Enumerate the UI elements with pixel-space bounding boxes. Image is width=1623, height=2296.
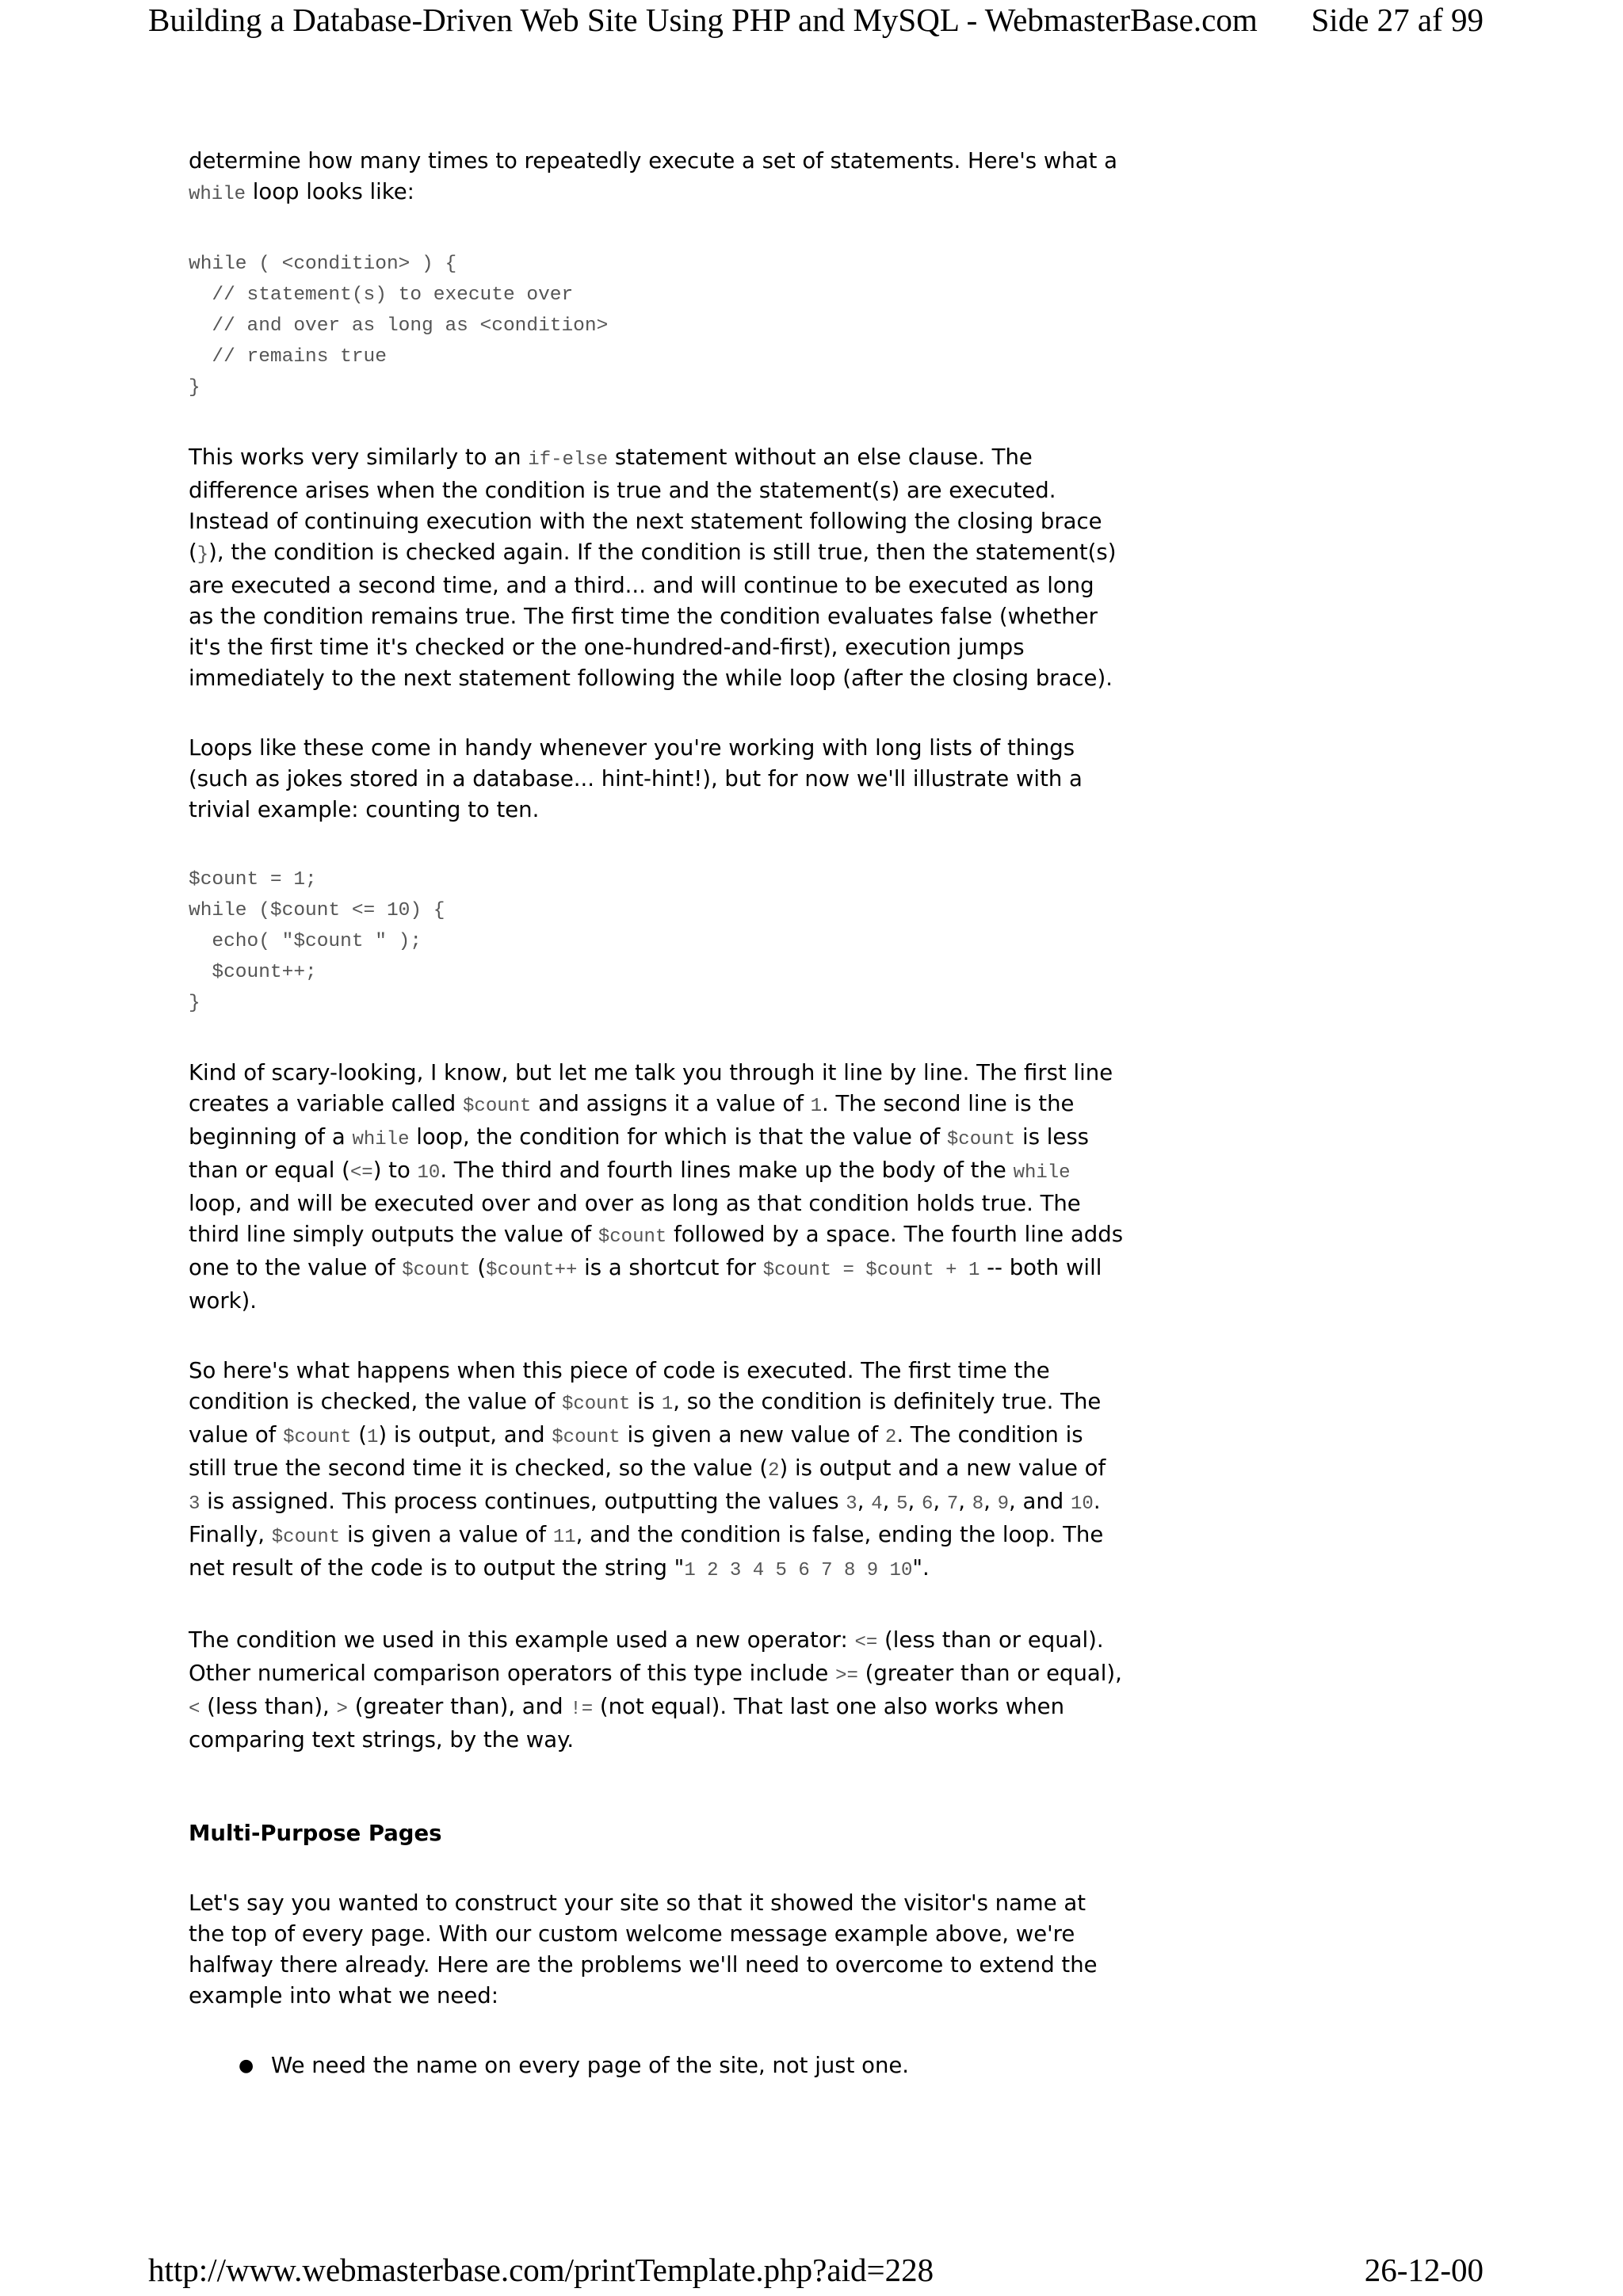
paragraph-while-intro: determine how many times to repeatedly execute a set of statements. Here's what a while loop looks like:: [189, 148, 1117, 205]
article-body: [189, 146, 1124, 2081]
inline-code: $count++: [486, 1260, 578, 1281]
inline-code: 10: [417, 1162, 441, 1184]
inline-code: 8: [972, 1493, 984, 1515]
inline-code: 2: [768, 1460, 780, 1482]
inline-code: 10: [1071, 1493, 1094, 1515]
section-heading: Multi-Purpose Pages: [189, 1821, 442, 1846]
inline-code: if-else: [528, 449, 609, 471]
inline-code: 1: [810, 1096, 823, 1117]
header-title: Building a Database-Driven Web Site Using PHP and MySQL - WebmasterBase.com: [148, 2, 1258, 38]
inline-code: 9: [997, 1493, 1010, 1515]
problem-list: [189, 2050, 1124, 2081]
footer-url: http://www.webmasterbase.com/printTemplate.php?aid=228: [148, 2252, 934, 2288]
inline-code: >=: [835, 1665, 858, 1687]
inline-code: <=: [854, 1632, 878, 1653]
inline-code: $count: [283, 1427, 352, 1448]
inline-code: $count: [598, 1226, 667, 1248]
inline-code: 6: [921, 1493, 934, 1515]
inline-code: 1: [661, 1394, 674, 1415]
inline-code: 5: [896, 1493, 908, 1515]
paragraph-execution-walkthrough: So here's what happens when this piece of code is executed. The first time the condition is checked, the value of $count is 1, so the condition is definitely true. The value of $count (1) is output, and $count is given a new value of 2. The condition is still true the second time it is checked, so the value (2) is output and a new value of 3 is assigned. This process continues, outputting the values 3, 4, 5, 6, 7, 8, 9, and 10. Finally, $count is given a value of 11, and the condition is false, ending the loop. The net result of the code is to output the string "1 2 3 4 5 6 7 8 9 10".: [189, 1358, 1106, 1581]
inline-code: $count: [463, 1096, 532, 1117]
inline-code: while: [1013, 1162, 1071, 1184]
paragraph-line-by-line: Kind of scary-looking, I know, but let me talk you through it line by line. The first line creates a variable called $count and assigns it a value of 1. The second line is the beginning of a while loop, the condition for which is that the value of $count is less than or equal (<=) to 10. The third and fourth lines make up the body of the while loop, and will be executed over and over as long as that condition holds true. The third line simply outputs the value of $count followed by a space. The fourth line adds one to the value of $count ($count++ is a shortcut for $count = $count + 1 -- both will work).: [189, 1060, 1124, 1314]
paragraph-comparison-operators: The condition we used in this example used a new operator: <= (less than or equal). Other numerical comparison operators of this type include >= (greater than or equal), < (less than), > (greater than), and != (not equal). That last one also works when comparing text strings, by the way.: [189, 1627, 1122, 1753]
footer-date: 26-12-00: [1364, 2252, 1484, 2288]
inline-code: 1 2 3 4 5 6 7 8 9 10: [684, 1560, 913, 1581]
inline-code: <=: [349, 1162, 373, 1184]
inline-code: 3: [189, 1493, 200, 1515]
paragraph-loops-handy: Loops like these come in handy whenever you're working with long lists of things (such as jokes stored in a database... hint-hint!), but for now we'll illustrate with a trivial example: counting to ten.: [189, 735, 1083, 822]
inline-code: 2: [884, 1427, 897, 1448]
inline-code: while: [189, 184, 246, 205]
inline-code: 11: [552, 1527, 576, 1548]
inline-code: 3: [846, 1493, 857, 1515]
inline-code: >: [336, 1699, 348, 1720]
inline-code: 4: [871, 1493, 883, 1515]
inline-code: $count = $count + 1: [762, 1260, 980, 1281]
code-block-while-syntax: while ( <condition> ) { // statement(s) to execute over // and over as long as <condition> // remains true }: [189, 254, 609, 399]
inline-code: $count: [402, 1260, 471, 1281]
header-page-number: Side 27 af 99: [1311, 2, 1484, 38]
inline-code: $count: [271, 1527, 341, 1548]
inline-code: }: [197, 544, 209, 566]
inline-code: $count: [946, 1129, 1016, 1150]
list-item: ● We need the name on every page of the site, not just one.: [271, 2050, 1124, 2081]
inline-code: $count: [552, 1427, 621, 1448]
inline-code: 1: [367, 1427, 379, 1448]
code-block-count-example: $count = 1; while ($count <= 10) { echo( "$count " ); $count++; }: [189, 869, 445, 1014]
paragraph-multi-purpose-intro: Let's say you wanted to construct your site so that it showed the visitor's name at the top of every page. With our custom welcome message example above, we're halfway there already. Here are the problems we'll need to overcome to extend the example into what we need:: [189, 1890, 1098, 2008]
inline-code: $count: [561, 1394, 631, 1415]
inline-code: 7: [946, 1493, 959, 1515]
inline-code: while: [352, 1129, 410, 1150]
paragraph-while-explanation: This works very similarly to an if-else statement without an else clause. The difference arises when the condition is true and the statement(s) are executed. Instead of continuing execution with the next statement following the closing brace (}), the condition is checked again. If the condition is still true, then the statement(s) are executed a second time, and a third... and will continue to be executed as long as the condition remains true. The first time the condition evaluates false (whether it's the first time it's checked or the one-hundred-and-first), execution jumps immediately to the next statement following the while loop (after the closing brace).: [189, 444, 1117, 691]
inline-code: <: [189, 1699, 200, 1720]
inline-code: !=: [570, 1699, 594, 1720]
